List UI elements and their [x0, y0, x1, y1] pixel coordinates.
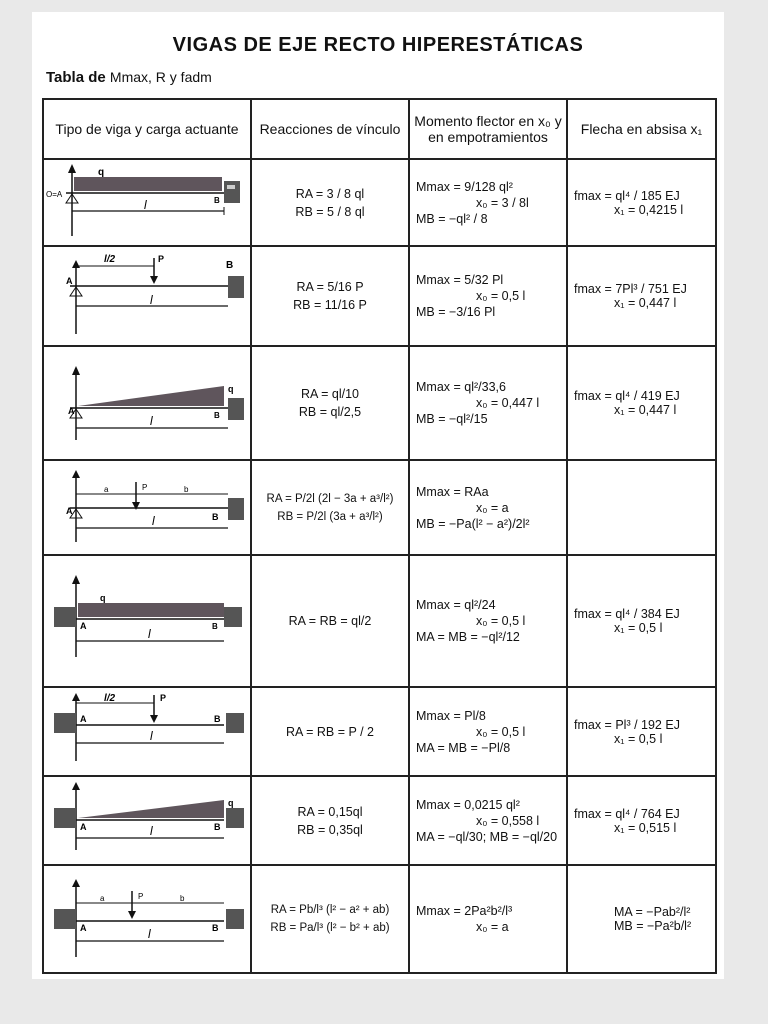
reaction-b: RB = Pa/l³ (l² − b² + ab) [270, 922, 390, 934]
table-row [43, 776, 716, 865]
x1-position: x₁ = 0,447 l [614, 403, 677, 417]
half-span-label: l/2 [104, 254, 116, 265]
x1-position: x₁ = 0,4215 l [614, 202, 684, 217]
load-label: q [98, 167, 105, 178]
end-a-label: A [80, 822, 87, 832]
end-moment: MB = −3/16 Pl [416, 305, 496, 319]
page-title: VIGAS DE EJE RECTO HIPERESTÁTICAS [172, 34, 584, 56]
header-deflection: Flecha en absisa x₁ [567, 99, 716, 159]
reactions-cell [251, 460, 409, 555]
deflection-cell [567, 776, 716, 865]
table-row [43, 159, 716, 246]
end-moment: MB = −Pa(l² − a²)/2l² [416, 516, 530, 531]
end-b-label: B [226, 260, 234, 271]
beam-diagram-cell [43, 246, 251, 346]
x0-position: x₀ = 3 / 8l [476, 195, 529, 210]
end-b-label: B [212, 622, 218, 631]
max-moment: Mmax = ql²/24 [416, 598, 496, 612]
subtitle-vars: Mmax, R y fadm [109, 69, 212, 85]
reaction-a: RA = P/2l (2l − 3a + a³/l²) [266, 492, 394, 505]
end-moment: MA = MB = −Pl/8 [416, 740, 511, 755]
reaction-b: RB = 0,35ql [297, 822, 363, 837]
end-moment: MB = −ql² / 8 [416, 211, 488, 226]
end-moments-cell [567, 865, 716, 973]
moment-cell [409, 555, 567, 687]
beam-diagram-cell [43, 776, 251, 865]
dist-a-label: a [100, 894, 105, 903]
subtitle-prefix: Tabla de [46, 69, 110, 86]
beam-diagram [44, 867, 248, 971]
end-a-label: A [66, 506, 73, 516]
max-deflection: fmax = ql⁴ / 419 EJ [574, 389, 680, 403]
span-label: l [150, 824, 153, 838]
moment-cell [409, 776, 567, 865]
reactions-cell [251, 776, 409, 865]
beam-diagram-cell [43, 687, 251, 776]
moment-b: MB = −Pa²b/l² [614, 919, 692, 933]
point-load-label: P [138, 892, 144, 901]
table-row [43, 555, 716, 687]
beam-diagram [44, 778, 248, 863]
end-b-label: B [214, 714, 221, 724]
span-label: l [144, 198, 147, 212]
reaction-a: RA = Pb/l³ (l² − a² + ab) [270, 904, 390, 916]
max-deflection: fmax = ql⁴ / 185 EJ [574, 188, 680, 203]
reaction-b: RB = 5 / 8 ql [295, 204, 365, 219]
reactions-cell [251, 346, 409, 460]
reaction-ab: RA = RB = P / 2 [285, 724, 374, 739]
x1-position: x₁ = 0,5 l [614, 621, 663, 635]
header-beam-type: Tipo de viga y carga actuante [43, 99, 251, 159]
max-moment: Mmax = ql²/33,6 [416, 380, 506, 394]
formula-sheet [32, 12, 724, 979]
moment-cell [409, 460, 567, 555]
span-label: l [150, 414, 153, 428]
x0-position: x₀ = 0,447 l [476, 396, 540, 410]
moment-cell [409, 346, 567, 460]
end-a-label: A [80, 621, 87, 631]
point-load-label: P [158, 254, 165, 264]
point-load-label: P [142, 483, 148, 492]
moment-cell [409, 865, 567, 973]
x0-position: x₀ = 0,5 l [476, 724, 526, 739]
x0-position: x₀ = 0,5 l [476, 614, 526, 628]
load-label: q [228, 798, 234, 808]
load-label: q [100, 593, 106, 603]
deflection-cell [567, 687, 716, 776]
end-a-label: A [68, 406, 75, 416]
reactions-cell [251, 246, 409, 346]
max-deflection: fmax = ql⁴ / 384 EJ [574, 607, 680, 621]
beam-diagram-cell [43, 346, 251, 460]
beam-diagram-cell [43, 555, 251, 687]
support-label: O=A [46, 190, 63, 199]
reaction-b: RB = ql/2,5 [298, 405, 362, 419]
beam-diagram-cell [43, 865, 251, 973]
end-moment: MA = −ql/30; MB = −ql/20 [416, 829, 558, 844]
max-moment: Mmax = Pl/8 [416, 708, 486, 723]
x0-position: x₀ = a [476, 920, 509, 934]
span-label: l [150, 729, 153, 743]
table-row [43, 246, 716, 346]
beam-diagram [44, 248, 248, 344]
dist-a-label: a [104, 485, 109, 494]
moment-cell [409, 246, 567, 346]
header-reactions: Reacciones de vínculo [251, 99, 409, 159]
reaction-a: RA = ql/10 [300, 387, 360, 401]
beam-diagram [44, 689, 248, 774]
reactions-cell [251, 159, 409, 246]
x1-position: x₁ = 0,447 l [614, 296, 677, 310]
beam-diagram-cell [43, 460, 251, 555]
end-a-label: A [80, 714, 87, 724]
beam-diagram-cell [43, 159, 251, 246]
end-b-label: B [214, 822, 221, 832]
x1-position: x₁ = 0,5 l [614, 731, 663, 746]
dist-b-label: b [180, 894, 185, 903]
table-row [43, 865, 716, 973]
end-a-label: A [80, 923, 87, 933]
deflection-cell [567, 346, 716, 460]
x0-position: x₀ = 0,5 l [476, 289, 526, 303]
moment-cell [409, 687, 567, 776]
deflection-cell [567, 460, 716, 555]
max-moment: Mmax = 9/128 ql² [416, 179, 513, 194]
table-row [43, 687, 716, 776]
max-moment: Mmax = 5/32 Pl [416, 273, 504, 287]
table-subtitle [46, 69, 212, 86]
x1-position: x₁ = 0,515 l [614, 820, 677, 835]
end-b-label: B [214, 196, 220, 205]
moment-cell [409, 159, 567, 246]
reaction-a: RA = 3 / 8 ql [295, 186, 365, 201]
end-moment: MB = −ql²/15 [416, 412, 488, 426]
beam-diagram [44, 557, 248, 685]
end-a-label: A [66, 276, 73, 286]
end-b-label: B [212, 512, 219, 522]
reactions-cell [251, 687, 409, 776]
end-b-label: B [214, 411, 220, 420]
max-moment: Mmax = 0,0215 ql² [416, 797, 520, 812]
reactions-cell [251, 555, 409, 687]
point-load-label: P [160, 693, 167, 703]
load-label: q [228, 384, 234, 394]
beam-table [42, 98, 717, 974]
header-row [43, 99, 716, 159]
span-label: l [150, 293, 153, 307]
deflection-cell [567, 246, 716, 346]
reactions-cell [251, 865, 409, 973]
span-label: l [148, 627, 151, 641]
header-moment: Momento flector en x₀ y en empotramientos [409, 99, 567, 159]
reaction-b: RB = 11/16 P [293, 298, 367, 312]
max-deflection: fmax = ql⁴ / 764 EJ [574, 806, 680, 821]
max-moment: Mmax = 2Pa²b²/l³ [416, 904, 513, 918]
beam-diagram [44, 161, 248, 244]
dist-b-label: b [184, 485, 189, 494]
max-moment: Mmax = RAa [416, 484, 489, 499]
table-row [43, 346, 716, 460]
end-b-label: B [212, 923, 219, 933]
end-moment: MA = MB = −ql²/12 [416, 630, 520, 644]
deflection-cell [567, 555, 716, 687]
reaction-a: RA = 5/16 P [296, 280, 364, 294]
moment-a: MA = −Pab²/l² [614, 905, 691, 919]
max-deflection: fmax = Pl³ / 192 EJ [574, 717, 680, 732]
span-label: l [148, 927, 151, 941]
deflection-cell [567, 159, 716, 246]
half-span-label: l/2 [104, 693, 116, 704]
table-row [43, 460, 716, 555]
reaction-b: RB = P/2l (3a + a³/l²) [277, 510, 383, 523]
beam-diagram [44, 462, 248, 553]
beam-diagram [44, 348, 248, 458]
reaction-ab: RA = RB = ql/2 [288, 614, 372, 628]
reaction-a: RA = 0,15ql [297, 804, 363, 819]
x0-position: x₀ = a [476, 500, 509, 515]
x0-position: x₀ = 0,558 l [476, 813, 540, 828]
span-label: l [152, 514, 155, 528]
max-deflection: fmax = 7Pl³ / 751 EJ [574, 282, 687, 296]
